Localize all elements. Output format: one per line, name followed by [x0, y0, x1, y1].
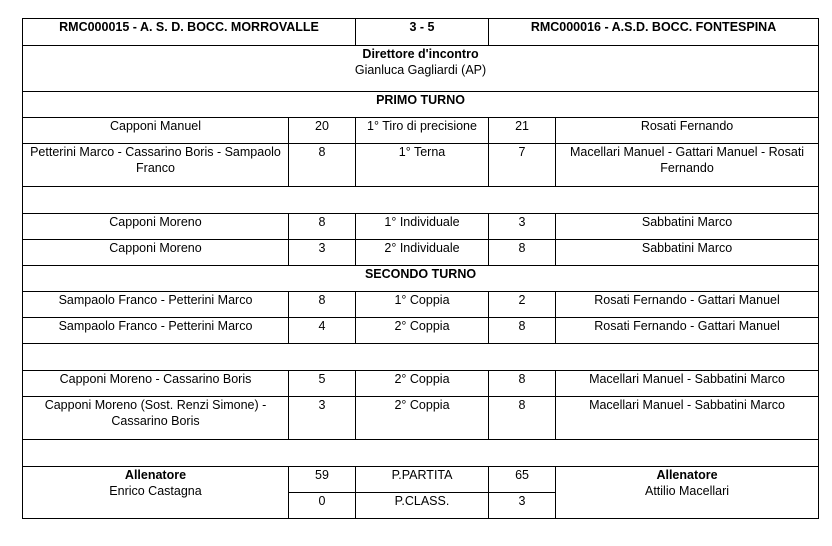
away-coach-cell	[556, 467, 819, 519]
header-row	[23, 19, 819, 46]
home-score: 5	[289, 371, 356, 397]
away-players: Sabbatini Marco	[556, 240, 819, 266]
event-name: 1° Terna	[356, 144, 489, 187]
table-row	[23, 240, 819, 266]
home-team-name: RMC000015 - A. S. D. BOCC. MORROVALLE	[23, 19, 356, 46]
table-row	[23, 397, 819, 440]
away-team-name: RMC000016 - A.S.D. BOCC. FONTESPINA	[489, 19, 819, 46]
home-coach-cell	[23, 467, 289, 519]
table-row	[23, 292, 819, 318]
class-home-value: 0	[289, 493, 356, 519]
away-coach-label: Allenatore	[656, 468, 718, 482]
away-players: Sabbatini Marco	[556, 214, 819, 240]
home-players: Sampaolo Franco - Petterini Marco	[23, 292, 289, 318]
partita-home-value: 59	[289, 467, 356, 493]
section-row	[23, 266, 819, 292]
home-score: 20	[289, 118, 356, 144]
table-row	[23, 318, 819, 344]
table-row	[23, 214, 819, 240]
event-name: 1° Coppia	[356, 292, 489, 318]
director-row	[23, 46, 819, 92]
home-score: 8	[289, 214, 356, 240]
home-coach-label: Allenatore	[124, 468, 187, 482]
home-players: Capponi Moreno - Cassarino Boris	[23, 371, 289, 397]
away-score: 8	[489, 240, 556, 266]
home-score: 3	[289, 397, 356, 440]
away-players: Macellari Manuel - Sabbatini Marco	[556, 371, 819, 397]
away-players: Rosati Fernando - Gattari Manuel	[556, 318, 819, 344]
away-players: Macellari Manuel - Gattari Manuel - Rosati Fernando	[556, 144, 819, 187]
second-round-title: SECONDO TURNO	[23, 266, 819, 292]
away-coach-name: Attilio Macellari	[644, 484, 730, 498]
event-name: 2° Individuale	[356, 240, 489, 266]
event-name: 1° Tiro di precisione	[356, 118, 489, 144]
class-away-value: 3	[489, 493, 556, 519]
home-coach-name: Enrico Castagna	[109, 484, 202, 498]
blank-row	[23, 440, 819, 467]
home-players: Capponi Moreno	[23, 240, 289, 266]
home-players: Capponi Manuel	[23, 118, 289, 144]
blank-cell	[23, 344, 819, 371]
away-score: 8	[489, 318, 556, 344]
away-score: 2	[489, 292, 556, 318]
away-score: 8	[489, 397, 556, 440]
class-label: P.CLASS.	[356, 493, 489, 519]
away-score: 21	[489, 118, 556, 144]
match-report-table	[22, 18, 819, 519]
away-players: Rosati Fernando	[556, 118, 819, 144]
event-name: 1° Individuale	[356, 214, 489, 240]
partita-away-value: 65	[489, 467, 556, 493]
away-score: 8	[489, 371, 556, 397]
home-score: 4	[289, 318, 356, 344]
director-cell	[23, 46, 819, 92]
first-round-title: PRIMO TURNO	[23, 92, 819, 118]
partita-label: P.PARTITA	[356, 467, 489, 493]
section-row	[23, 92, 819, 118]
home-players: Capponi Moreno	[23, 214, 289, 240]
home-score: 8	[289, 144, 356, 187]
away-players: Rosati Fernando - Gattari Manuel	[556, 292, 819, 318]
home-players: Capponi Moreno (Sost. Renzi Simone) - Cassarino Boris	[23, 397, 289, 440]
home-score: 8	[289, 292, 356, 318]
blank-row	[23, 344, 819, 371]
blank-row	[23, 187, 819, 214]
director-label: Direttore d'incontro	[362, 47, 479, 61]
event-name: 2° Coppia	[356, 397, 489, 440]
footer-row-partita	[23, 467, 819, 493]
blank-cell	[23, 440, 819, 467]
table-row	[23, 371, 819, 397]
away-score: 3	[489, 214, 556, 240]
table-row	[23, 144, 819, 187]
event-name: 2° Coppia	[356, 318, 489, 344]
home-score: 3	[289, 240, 356, 266]
event-name: 2° Coppia	[356, 371, 489, 397]
away-score: 7	[489, 144, 556, 187]
away-players: Macellari Manuel - Sabbatini Marco	[556, 397, 819, 440]
director-name: Gianluca Gagliardi (AP)	[354, 63, 487, 77]
table-row	[23, 118, 819, 144]
blank-cell	[23, 187, 819, 214]
home-players: Sampaolo Franco - Petterini Marco	[23, 318, 289, 344]
home-players: Petterini Marco - Cassarino Boris - Sampaolo Franco	[23, 144, 289, 187]
match-score: 3 - 5	[356, 19, 489, 46]
